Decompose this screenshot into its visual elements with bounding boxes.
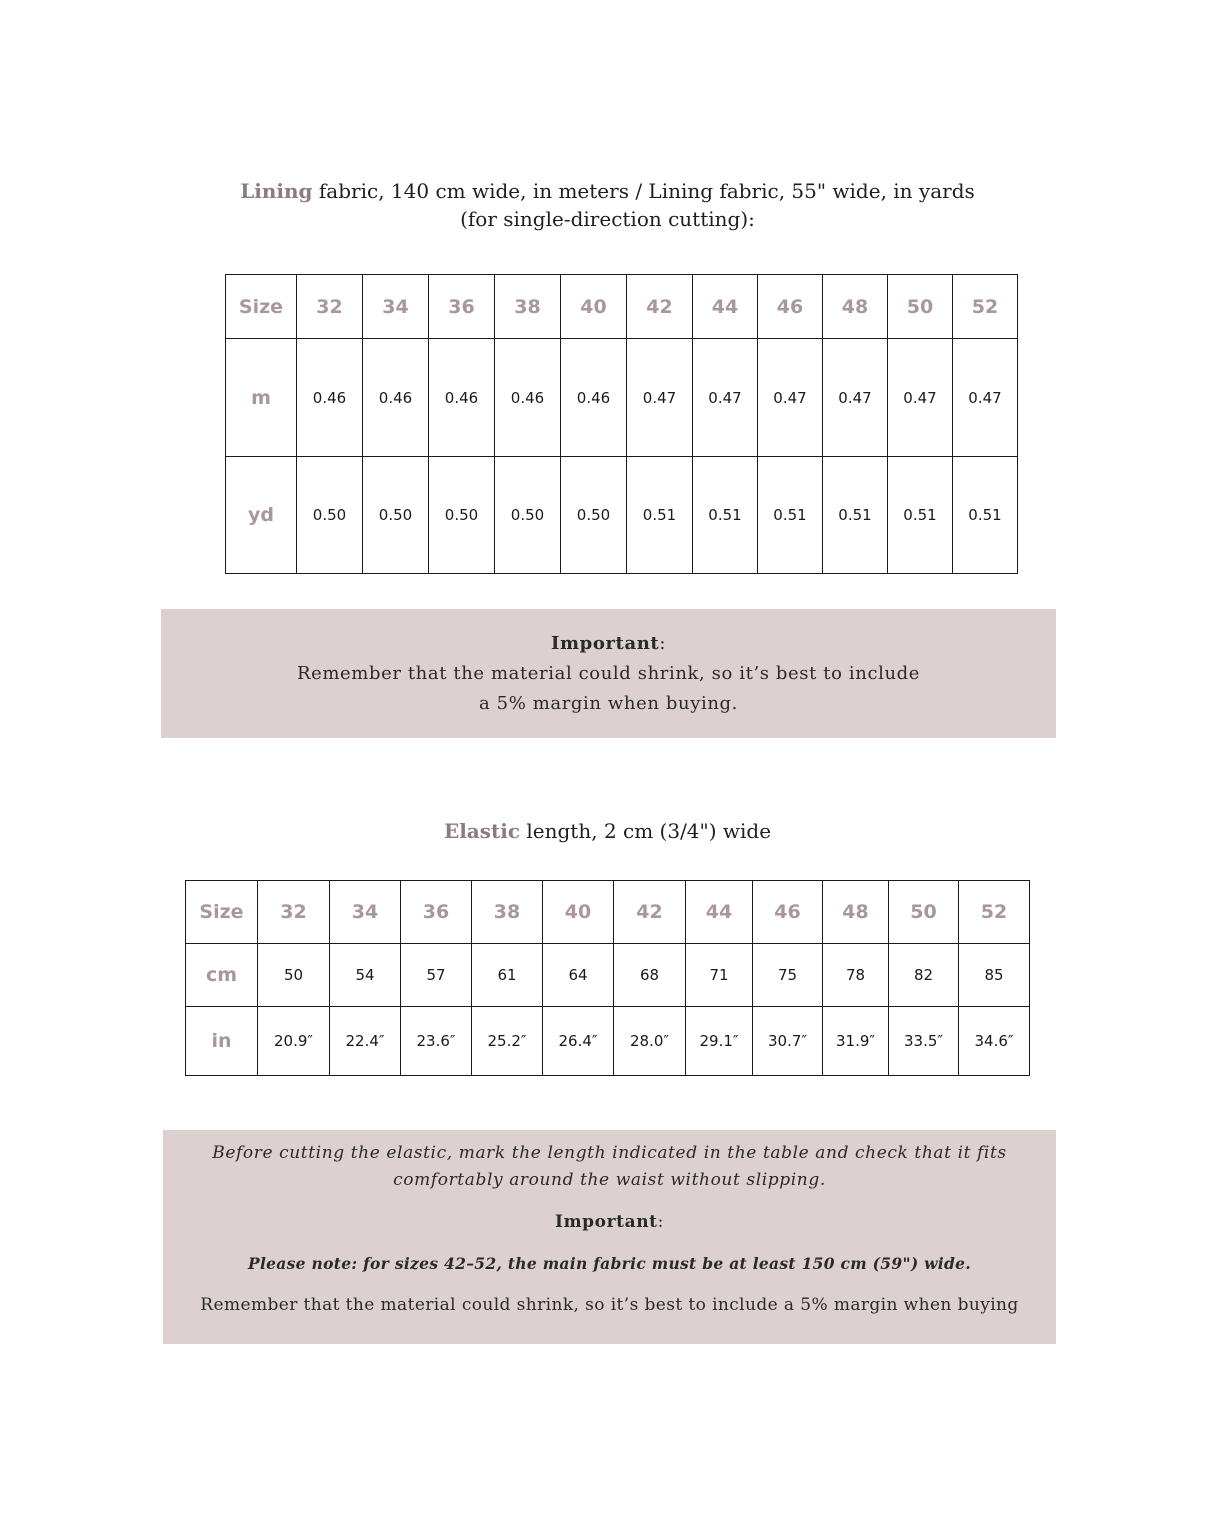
table-cell: 30.7″ bbox=[753, 1007, 823, 1076]
table-header-cell: 32 bbox=[297, 275, 363, 339]
table-cell: 0.51 bbox=[758, 457, 823, 574]
table-row bbox=[186, 1007, 1030, 1076]
table-header-cell: 36 bbox=[401, 881, 472, 944]
table-cell: 0.47 bbox=[888, 339, 953, 457]
table-cell: 61 bbox=[472, 944, 543, 1007]
table-cell: 54 bbox=[330, 944, 401, 1007]
table-header-cell: 36 bbox=[429, 275, 495, 339]
table-header-cell: 32 bbox=[258, 881, 330, 944]
remember-text: Remember that the material could shrink, so it’s best to include a 5% margin when buying bbox=[200, 1295, 1019, 1315]
table-row bbox=[226, 457, 1018, 574]
row-label-cell: in bbox=[186, 1007, 258, 1076]
table-cell: 31.9″ bbox=[823, 1007, 889, 1076]
table-header-cell: Size bbox=[186, 881, 258, 944]
table-cell: 20.9″ bbox=[258, 1007, 330, 1076]
table-cell: 85 bbox=[959, 944, 1030, 1007]
lining-table bbox=[225, 274, 1018, 574]
table-cell: 57 bbox=[401, 944, 472, 1007]
table-cell: 0.46 bbox=[561, 339, 627, 457]
table-cell: 0.50 bbox=[429, 457, 495, 574]
table-cell: 25.2″ bbox=[472, 1007, 543, 1076]
table-cell: 0.47 bbox=[823, 339, 888, 457]
table-header-cell: 44 bbox=[686, 881, 753, 944]
table-cell: 64 bbox=[543, 944, 614, 1007]
important-note-elastic bbox=[163, 1130, 1056, 1344]
important-note-lining bbox=[161, 609, 1056, 738]
table-header-cell: 46 bbox=[758, 275, 823, 339]
table-cell: 0.46 bbox=[363, 339, 429, 457]
table-cell: 0.51 bbox=[823, 457, 888, 574]
table-header-cell: 52 bbox=[959, 881, 1030, 944]
elastic-heading-rest: length, 2 cm (3/4") wide bbox=[520, 819, 772, 843]
note-intro bbox=[163, 1140, 1056, 1194]
note-text-line: a 5% margin when buying. bbox=[479, 693, 738, 714]
table-header-cell: 38 bbox=[495, 275, 561, 339]
elastic-heading bbox=[0, 817, 1215, 845]
table-cell: 0.47 bbox=[758, 339, 823, 457]
table-cell: 0.50 bbox=[363, 457, 429, 574]
table-cell: 82 bbox=[889, 944, 959, 1007]
lining-heading-line1 bbox=[0, 177, 1215, 205]
important-heading: Important: bbox=[551, 633, 666, 654]
table-header-cell: 46 bbox=[753, 881, 823, 944]
table-cell: 0.46 bbox=[495, 339, 561, 457]
table-cell: 0.50 bbox=[297, 457, 363, 574]
table-cell: 29.1″ bbox=[686, 1007, 753, 1076]
table-header-cell: 42 bbox=[614, 881, 686, 944]
note-text-line: Remember that the material could shrink, so it’s best to include bbox=[296, 663, 921, 684]
please-note-text: Please note: for sizes 42–52, the main fabric must be at least 150 cm (59") wide. bbox=[248, 1254, 971, 1273]
table-header-cell: 48 bbox=[823, 881, 889, 944]
table-cell: 0.46 bbox=[429, 339, 495, 457]
table-cell: 0.51 bbox=[888, 457, 953, 574]
important-heading: Important: bbox=[555, 1212, 664, 1232]
table-header-cell: 44 bbox=[693, 275, 758, 339]
elastic-heading-accent: Elastic bbox=[443, 819, 521, 843]
table-cell: 0.47 bbox=[627, 339, 693, 457]
table-cell: 28.0″ bbox=[614, 1007, 686, 1076]
table-header-cell: 50 bbox=[888, 275, 953, 339]
table-header-cell: 52 bbox=[953, 275, 1018, 339]
table-cell: 0.51 bbox=[953, 457, 1018, 574]
table-header-cell: Size bbox=[226, 275, 297, 339]
table-row bbox=[186, 944, 1030, 1007]
row-label-cell: m bbox=[226, 339, 297, 457]
table-header-cell: 34 bbox=[363, 275, 429, 339]
table-cell: 0.51 bbox=[627, 457, 693, 574]
note-intro-line: Before cutting the elastic, mark the length indicated in the table and check that it fits bbox=[212, 1143, 1007, 1163]
table-cell: 23.6″ bbox=[401, 1007, 472, 1076]
table-header-cell: 50 bbox=[889, 881, 959, 944]
table-cell: 75 bbox=[753, 944, 823, 1007]
elastic-table bbox=[185, 880, 1030, 1076]
table-cell: 0.50 bbox=[495, 457, 561, 574]
row-label-cell: yd bbox=[226, 457, 297, 574]
table-cell: 22.4″ bbox=[330, 1007, 401, 1076]
table-cell: 0.47 bbox=[693, 339, 758, 457]
table-cell: 50 bbox=[258, 944, 330, 1007]
table-cell: 0.50 bbox=[561, 457, 627, 574]
table-header-cell: 40 bbox=[543, 881, 614, 944]
table-cell: 34.6″ bbox=[959, 1007, 1030, 1076]
table-header-cell: 38 bbox=[472, 881, 543, 944]
table-row bbox=[226, 339, 1018, 457]
lining-heading-accent: Lining bbox=[240, 179, 313, 203]
table-header-cell: 42 bbox=[627, 275, 693, 339]
lining-heading bbox=[0, 177, 1215, 233]
table-cell: 0.51 bbox=[693, 457, 758, 574]
table-cell: 26.4″ bbox=[543, 1007, 614, 1076]
table-cell: 78 bbox=[823, 944, 889, 1007]
table-header-cell: 34 bbox=[330, 881, 401, 944]
note-intro-line: comfortably around the waist without slipping. bbox=[393, 1170, 826, 1190]
table-header-cell: 48 bbox=[823, 275, 888, 339]
table-cell: 68 bbox=[614, 944, 686, 1007]
table-header-cell: 40 bbox=[561, 275, 627, 339]
lining-header-row bbox=[226, 275, 1018, 339]
lining-heading-rest: fabric, 140 cm wide, in meters / Lining fabric, 55" wide, in yards bbox=[312, 179, 975, 203]
table-cell: 33.5″ bbox=[889, 1007, 959, 1076]
lining-heading-line2: (for single-direction cutting): bbox=[460, 207, 755, 231]
table-cell: 71 bbox=[686, 944, 753, 1007]
row-label-cell: cm bbox=[186, 944, 258, 1007]
elastic-header-row bbox=[186, 881, 1030, 944]
table-cell: 0.46 bbox=[297, 339, 363, 457]
table-cell: 0.47 bbox=[953, 339, 1018, 457]
